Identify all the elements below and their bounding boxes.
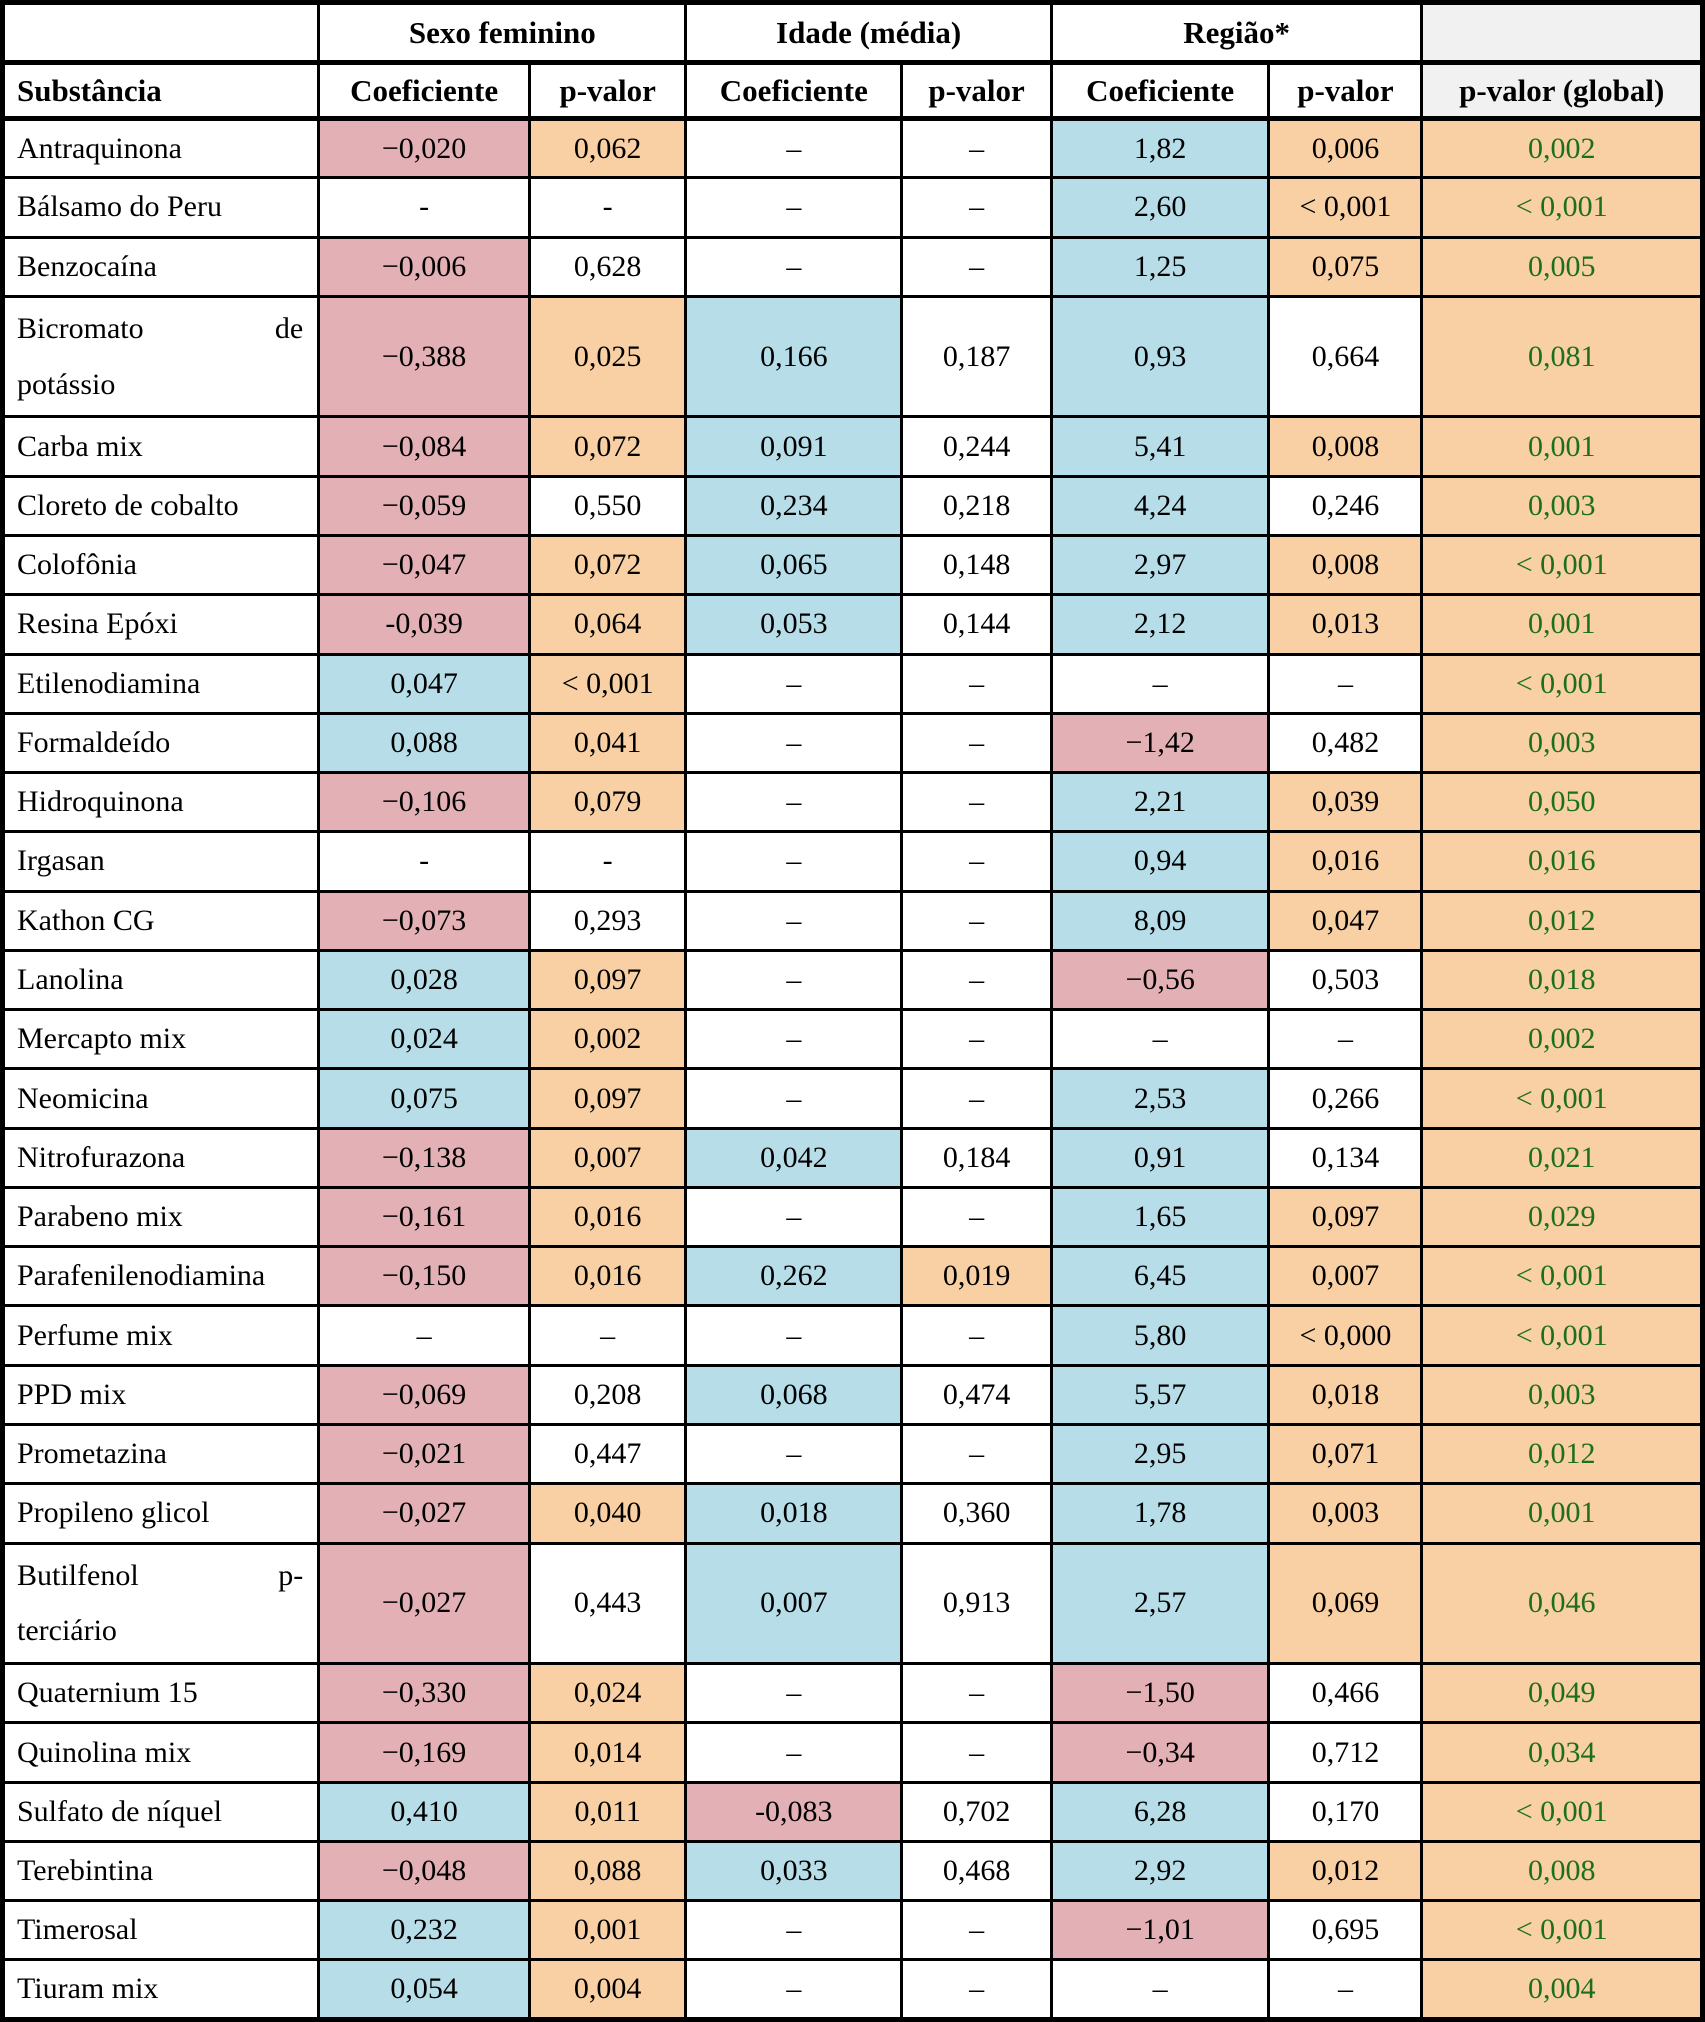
idade-pvalor-cell: 0,184 [902, 1128, 1052, 1187]
idade-coef-cell: – [686, 1069, 902, 1128]
col-header-regiao-pvalor: p-valor [1269, 63, 1422, 119]
pvalor-global-cell: 0,002 [1422, 119, 1703, 178]
table-row [3, 1187, 1703, 1246]
substance-cell: Formaldeído [3, 713, 319, 772]
regiao-coef-cell: −1,42 [1051, 713, 1269, 772]
idade-coef-cell: -0,083 [686, 1782, 902, 1841]
idade-pvalor-cell: 0,019 [902, 1247, 1052, 1306]
regiao-coef-cell: 1,78 [1051, 1484, 1269, 1543]
regiao-coef-cell: 0,91 [1051, 1128, 1269, 1187]
table-row [3, 1365, 1703, 1424]
idade-pvalor-cell: 0,218 [902, 476, 1052, 535]
idade-pvalor-cell: – [902, 713, 1052, 772]
idade-coef-cell: – [686, 178, 902, 237]
sexo-coef-cell: −0,388 [319, 296, 530, 417]
idade-coef-cell: – [686, 1306, 902, 1365]
idade-pvalor-cell: – [902, 1723, 1052, 1782]
pvalor-global-cell: < 0,001 [1422, 1782, 1703, 1841]
table-row [3, 1723, 1703, 1782]
regiao-pvalor-cell: 0,695 [1269, 1901, 1422, 1960]
substance-cell: Cloreto de cobalto [3, 476, 319, 535]
table-row [3, 1664, 1703, 1723]
substance-cell: Nitrofurazona [3, 1128, 319, 1187]
sexo-coef-cell: 0,088 [319, 713, 530, 772]
table-row [3, 595, 1703, 654]
idade-coef-cell: – [686, 1723, 902, 1782]
regiao-coef-cell: −0,34 [1051, 1723, 1269, 1782]
pvalor-global-cell: 0,018 [1422, 950, 1703, 1009]
sexo-pvalor-cell: 0,024 [529, 1664, 685, 1723]
regiao-coef-cell: −1,01 [1051, 1901, 1269, 1960]
regiao-pvalor-cell: 0,006 [1269, 119, 1422, 178]
col-header-idade-pvalor: p-valor [902, 63, 1052, 119]
substance-cell: Quaternium 15 [3, 1664, 319, 1723]
substance-cell: Bicromato de potássio [3, 296, 319, 417]
group-header-row [3, 3, 1703, 63]
pvalor-global-cell: < 0,001 [1422, 535, 1703, 594]
regiao-pvalor-cell: 0,013 [1269, 595, 1422, 654]
table-row [3, 1247, 1703, 1306]
sexo-pvalor-cell: 0,097 [529, 1069, 685, 1128]
pvalor-global-cell: < 0,001 [1422, 1901, 1703, 1960]
sexo-pvalor-cell: - [529, 832, 685, 891]
table-body [3, 119, 1703, 2020]
pvalor-global-cell: 0,004 [1422, 1960, 1703, 2020]
idade-coef-cell: – [686, 1010, 902, 1069]
regiao-pvalor-cell: 0,134 [1269, 1128, 1422, 1187]
table-row [3, 713, 1703, 772]
substance-cell: Quinolina mix [3, 1723, 319, 1782]
idade-coef-cell: – [686, 119, 902, 178]
sexo-pvalor-cell: 0,079 [529, 773, 685, 832]
sexo-coef-cell: 0,232 [319, 1901, 530, 1960]
sexo-coef-cell: −0,169 [319, 1723, 530, 1782]
regiao-pvalor-cell: 0,097 [1269, 1187, 1422, 1246]
table-row [3, 1901, 1703, 1960]
sexo-coef-cell: - [319, 178, 530, 237]
sexo-coef-cell: – [319, 1306, 530, 1365]
idade-pvalor-cell: 0,702 [902, 1782, 1052, 1841]
group-header-regiao: Região* [1051, 3, 1422, 63]
idade-coef-cell: – [686, 773, 902, 832]
sexo-pvalor-cell: 0,016 [529, 1247, 685, 1306]
idade-pvalor-cell: – [902, 773, 1052, 832]
regiao-coef-cell: 1,82 [1051, 119, 1269, 178]
pvalor-global-cell: 0,001 [1422, 417, 1703, 476]
sexo-pvalor-cell: 0,004 [529, 1960, 685, 2020]
regiao-pvalor-cell: 0,016 [1269, 832, 1422, 891]
table-row [3, 296, 1703, 417]
idade-pvalor-cell: 0,468 [902, 1841, 1052, 1900]
sexo-pvalor-cell: 0,062 [529, 119, 685, 178]
regiao-pvalor-cell: 0,069 [1269, 1543, 1422, 1664]
idade-coef-cell: – [686, 1424, 902, 1483]
regiao-coef-cell: 6,45 [1051, 1247, 1269, 1306]
col-header-regiao-coeficiente: Coeficiente [1051, 63, 1269, 119]
regiao-coef-cell: 5,80 [1051, 1306, 1269, 1365]
regiao-coef-cell: 2,53 [1051, 1069, 1269, 1128]
table-row [3, 1782, 1703, 1841]
regiao-coef-cell: 2,21 [1051, 773, 1269, 832]
idade-pvalor-cell: – [902, 1424, 1052, 1483]
substance-cell: Terebintina [3, 1841, 319, 1900]
substance-cell: Bálsamo do Peru [3, 178, 319, 237]
idade-pvalor-cell: – [902, 178, 1052, 237]
substance-cell: Parafenilenodiamina [3, 1247, 319, 1306]
sexo-pvalor-cell: 0,064 [529, 595, 685, 654]
pvalor-global-cell: 0,002 [1422, 1010, 1703, 1069]
regiao-coef-cell: 2,12 [1051, 595, 1269, 654]
idade-pvalor-cell: – [902, 1664, 1052, 1723]
sexo-coef-cell: −0,027 [319, 1543, 530, 1664]
substance-cell: Lanolina [3, 950, 319, 1009]
sexo-coef-cell: −0,059 [319, 476, 530, 535]
corner-cell-right [1422, 3, 1703, 63]
table-row [3, 1128, 1703, 1187]
table-row [3, 1543, 1703, 1664]
table-row [3, 237, 1703, 296]
regiao-pvalor-cell: 0,007 [1269, 1247, 1422, 1306]
regiao-coef-cell: – [1051, 1960, 1269, 2020]
substance-cell: Propileno glicol [3, 1484, 319, 1543]
sexo-pvalor-cell: 0,443 [529, 1543, 685, 1664]
idade-coef-cell: – [686, 950, 902, 1009]
sexo-pvalor-cell: 0,628 [529, 237, 685, 296]
sexo-coef-cell: −0,027 [319, 1484, 530, 1543]
regiao-coef-cell: 0,94 [1051, 832, 1269, 891]
idade-pvalor-cell: 0,474 [902, 1365, 1052, 1424]
table-row [3, 1424, 1703, 1483]
regiao-pvalor-cell: 0,246 [1269, 476, 1422, 535]
sexo-coef-cell: −0,047 [319, 535, 530, 594]
table-row [3, 1306, 1703, 1365]
table-row [3, 1069, 1703, 1128]
regiao-pvalor-cell: 0,047 [1269, 891, 1422, 950]
pvalor-global-cell: 0,049 [1422, 1664, 1703, 1723]
idade-pvalor-cell: – [902, 1187, 1052, 1246]
idade-pvalor-cell: 0,244 [902, 417, 1052, 476]
sexo-pvalor-cell: – [529, 1306, 685, 1365]
sexo-pvalor-cell: 0,447 [529, 1424, 685, 1483]
sexo-pvalor-cell: 0,072 [529, 535, 685, 594]
group-header-sexo-feminino: Sexo feminino [319, 3, 686, 63]
regiao-pvalor-cell: – [1269, 1010, 1422, 1069]
substance-cell: Carba mix [3, 417, 319, 476]
regiao-pvalor-cell: 0,012 [1269, 1841, 1422, 1900]
col-header-pvalor-global: p-valor (global) [1422, 63, 1703, 119]
pvalor-global-cell: 0,050 [1422, 773, 1703, 832]
idade-pvalor-cell: – [902, 1901, 1052, 1960]
regiao-pvalor-cell: 0,003 [1269, 1484, 1422, 1543]
sexo-pvalor-cell: 0,040 [529, 1484, 685, 1543]
sexo-pvalor-cell: - [529, 178, 685, 237]
regiao-coef-cell: 2,97 [1051, 535, 1269, 594]
table-row [3, 1960, 1703, 2020]
sexo-pvalor-cell: 0,002 [529, 1010, 685, 1069]
substance-cell: Prometazina [3, 1424, 319, 1483]
regiao-coef-cell: 5,41 [1051, 417, 1269, 476]
substance-cell: Hidroquinona [3, 773, 319, 832]
pvalor-global-cell: < 0,001 [1422, 1247, 1703, 1306]
regiao-coef-cell: 2,60 [1051, 178, 1269, 237]
regiao-pvalor-cell: 0,482 [1269, 713, 1422, 772]
idade-coef-cell: – [686, 654, 902, 713]
regiao-pvalor-cell: – [1269, 654, 1422, 713]
idade-coef-cell: 0,068 [686, 1365, 902, 1424]
substance-cell: Tiuram mix [3, 1960, 319, 2020]
sexo-coef-cell: 0,054 [319, 1960, 530, 2020]
substance-cell: Neomicina [3, 1069, 319, 1128]
idade-coef-cell: 0,262 [686, 1247, 902, 1306]
sexo-coef-cell: −0,006 [319, 237, 530, 296]
sexo-coef-cell: −0,084 [319, 417, 530, 476]
pvalor-global-cell: 0,046 [1422, 1543, 1703, 1664]
column-header-row [3, 63, 1703, 119]
pvalor-global-cell: 0,016 [1422, 832, 1703, 891]
regiao-pvalor-cell: 0,039 [1269, 773, 1422, 832]
substance-cell: Sulfato de níquel [3, 1782, 319, 1841]
idade-pvalor-cell: – [902, 654, 1052, 713]
regiao-pvalor-cell: 0,503 [1269, 950, 1422, 1009]
pvalor-global-cell: 0,003 [1422, 476, 1703, 535]
sexo-pvalor-cell: 0,208 [529, 1365, 685, 1424]
regiao-coef-cell: 1,65 [1051, 1187, 1269, 1246]
sexo-coef-cell: 0,028 [319, 950, 530, 1009]
regiao-coef-cell: 0,93 [1051, 296, 1269, 417]
pvalor-global-cell: 0,012 [1422, 1424, 1703, 1483]
sexo-pvalor-cell: 0,041 [529, 713, 685, 772]
pvalor-global-cell: 0,001 [1422, 1484, 1703, 1543]
regiao-pvalor-cell: 0,266 [1269, 1069, 1422, 1128]
sexo-coef-cell: −0,161 [319, 1187, 530, 1246]
sexo-pvalor-cell: 0,025 [529, 296, 685, 417]
table-row [3, 1841, 1703, 1900]
idade-pvalor-cell: – [902, 237, 1052, 296]
regiao-coef-cell: 1,25 [1051, 237, 1269, 296]
pvalor-global-cell: 0,001 [1422, 595, 1703, 654]
regiao-coef-cell: 2,92 [1051, 1841, 1269, 1900]
pvalor-global-cell: 0,081 [1422, 296, 1703, 417]
regiao-pvalor-cell: 0,712 [1269, 1723, 1422, 1782]
idade-pvalor-cell: 0,148 [902, 535, 1052, 594]
idade-pvalor-cell: – [902, 1069, 1052, 1128]
idade-coef-cell: – [686, 832, 902, 891]
regiao-coef-cell: 5,57 [1051, 1365, 1269, 1424]
substance-cell: Perfume mix [3, 1306, 319, 1365]
regiao-coef-cell: 2,57 [1051, 1543, 1269, 1664]
substance-cell: Resina Epóxi [3, 595, 319, 654]
sexo-coef-cell: −0,138 [319, 1128, 530, 1187]
regiao-pvalor-cell: 0,466 [1269, 1664, 1422, 1723]
regiao-coef-cell: 6,28 [1051, 1782, 1269, 1841]
substance-cell: Mercapto mix [3, 1010, 319, 1069]
substance-cell: Benzocaína [3, 237, 319, 296]
substance-cell: Irgasan [3, 832, 319, 891]
table-row [3, 773, 1703, 832]
sexo-coef-cell: −0,069 [319, 1365, 530, 1424]
table-row [3, 832, 1703, 891]
idade-coef-cell: 0,091 [686, 417, 902, 476]
col-header-sexo-coeficiente: Coeficiente [319, 63, 530, 119]
substance-cell: Etilenodiamina [3, 654, 319, 713]
regiao-pvalor-cell: – [1269, 1960, 1422, 2020]
pvalor-global-cell: 0,012 [1422, 891, 1703, 950]
idade-pvalor-cell: – [902, 1960, 1052, 2020]
pvalor-global-cell: 0,008 [1422, 1841, 1703, 1900]
idade-coef-cell: 0,065 [686, 535, 902, 594]
table-row [3, 950, 1703, 1009]
sexo-coef-cell: -0,039 [319, 595, 530, 654]
idade-coef-cell: – [686, 1664, 902, 1723]
table-row [3, 1484, 1703, 1543]
table-row [3, 535, 1703, 594]
regiao-pvalor-cell: 0,071 [1269, 1424, 1422, 1483]
sexo-coef-cell: −0,021 [319, 1424, 530, 1483]
idade-coef-cell: – [686, 1960, 902, 2020]
idade-pvalor-cell: – [902, 119, 1052, 178]
sexo-pvalor-cell: 0,016 [529, 1187, 685, 1246]
sexo-pvalor-cell: 0,088 [529, 1841, 685, 1900]
pvalor-global-cell: 0,034 [1422, 1723, 1703, 1782]
idade-coef-cell: – [686, 237, 902, 296]
table-row [3, 417, 1703, 476]
sexo-coef-cell: 0,024 [319, 1010, 530, 1069]
table-row [3, 891, 1703, 950]
idade-coef-cell: 0,018 [686, 1484, 902, 1543]
idade-coef-cell: – [686, 1901, 902, 1960]
substance-cell: Antraquinona [3, 119, 319, 178]
regiao-pvalor-cell: 0,008 [1269, 417, 1422, 476]
pvalor-global-cell: 0,003 [1422, 1365, 1703, 1424]
idade-coef-cell: 0,042 [686, 1128, 902, 1187]
substance-cell: Colofônia [3, 535, 319, 594]
regiao-coef-cell: 8,09 [1051, 891, 1269, 950]
idade-coef-cell: – [686, 891, 902, 950]
pvalor-global-cell: 0,029 [1422, 1187, 1703, 1246]
regiao-coef-cell: −0,56 [1051, 950, 1269, 1009]
idade-coef-cell: – [686, 1187, 902, 1246]
substance-cell: Butilfenol p- terciário [3, 1543, 319, 1664]
idade-coef-cell: 0,033 [686, 1841, 902, 1900]
table-row [3, 654, 1703, 713]
regiao-coef-cell: 2,95 [1051, 1424, 1269, 1483]
sexo-coef-cell: −0,073 [319, 891, 530, 950]
sexo-pvalor-cell: 0,072 [529, 417, 685, 476]
col-header-sexo-pvalor: p-valor [529, 63, 685, 119]
regiao-coef-cell: – [1051, 1010, 1269, 1069]
substance-cell: Kathon CG [3, 891, 319, 950]
col-header-idade-coeficiente: Coeficiente [686, 63, 902, 119]
sexo-pvalor-cell: 0,293 [529, 891, 685, 950]
sexo-coef-cell: −0,330 [319, 1664, 530, 1723]
regiao-pvalor-cell: 0,664 [1269, 296, 1422, 417]
sexo-pvalor-cell: 0,550 [529, 476, 685, 535]
table-row [3, 476, 1703, 535]
pvalor-global-cell: 0,005 [1422, 237, 1703, 296]
idade-pvalor-cell: – [902, 1010, 1052, 1069]
regiao-pvalor-cell: < 0,000 [1269, 1306, 1422, 1365]
corner-cell-left [3, 3, 319, 63]
regiao-coef-cell: – [1051, 654, 1269, 713]
idade-coef-cell: 0,007 [686, 1543, 902, 1664]
idade-pvalor-cell: – [902, 832, 1052, 891]
idade-pvalor-cell: – [902, 1306, 1052, 1365]
sexo-coef-cell: 0,075 [319, 1069, 530, 1128]
pvalor-global-cell: < 0,001 [1422, 1306, 1703, 1365]
sexo-coef-cell: 0,410 [319, 1782, 530, 1841]
pvalor-global-cell: < 0,001 [1422, 654, 1703, 713]
pvalor-global-cell: 0,003 [1422, 713, 1703, 772]
col-header-substancia: Substância [3, 63, 319, 119]
sexo-pvalor-cell: 0,014 [529, 1723, 685, 1782]
regiao-pvalor-cell: 0,008 [1269, 535, 1422, 594]
sexo-coef-cell: −0,150 [319, 1247, 530, 1306]
substance-cell: Timerosal [3, 1901, 319, 1960]
pvalor-global-cell: 0,021 [1422, 1128, 1703, 1187]
regiao-coef-cell: 4,24 [1051, 476, 1269, 535]
table-row [3, 1010, 1703, 1069]
idade-coef-cell: – [686, 713, 902, 772]
sexo-pvalor-cell: 0,011 [529, 1782, 685, 1841]
substance-cell: Parabeno mix [3, 1187, 319, 1246]
sexo-pvalor-cell: 0,007 [529, 1128, 685, 1187]
regiao-pvalor-cell: 0,170 [1269, 1782, 1422, 1841]
sexo-coef-cell: - [319, 832, 530, 891]
idade-coef-cell: 0,234 [686, 476, 902, 535]
idade-coef-cell: 0,166 [686, 296, 902, 417]
idade-pvalor-cell: 0,913 [902, 1543, 1052, 1664]
idade-pvalor-cell: – [902, 950, 1052, 1009]
sexo-coef-cell: −0,020 [319, 119, 530, 178]
idade-pvalor-cell: – [902, 891, 1052, 950]
table-row [3, 119, 1703, 178]
idade-coef-cell: 0,053 [686, 595, 902, 654]
table-header [3, 3, 1703, 119]
substance-cell: PPD mix [3, 1365, 319, 1424]
pvalor-global-cell: < 0,001 [1422, 178, 1703, 237]
sexo-coef-cell: 0,047 [319, 654, 530, 713]
group-header-idade-media: Idade (média) [686, 3, 1051, 63]
regiao-pvalor-cell: 0,075 [1269, 237, 1422, 296]
sexo-pvalor-cell: < 0,001 [529, 654, 685, 713]
sexo-coef-cell: −0,106 [319, 773, 530, 832]
pvalor-global-cell: < 0,001 [1422, 1069, 1703, 1128]
idade-pvalor-cell: 0,360 [902, 1484, 1052, 1543]
idade-pvalor-cell: 0,144 [902, 595, 1052, 654]
idade-pvalor-cell: 0,187 [902, 296, 1052, 417]
regiao-pvalor-cell: 0,018 [1269, 1365, 1422, 1424]
regiao-pvalor-cell: < 0,001 [1269, 178, 1422, 237]
sexo-coef-cell: −0,048 [319, 1841, 530, 1900]
table-row [3, 178, 1703, 237]
sexo-pvalor-cell: 0,001 [529, 1901, 685, 1960]
regiao-coef-cell: −1,50 [1051, 1664, 1269, 1723]
sexo-pvalor-cell: 0,097 [529, 950, 685, 1009]
